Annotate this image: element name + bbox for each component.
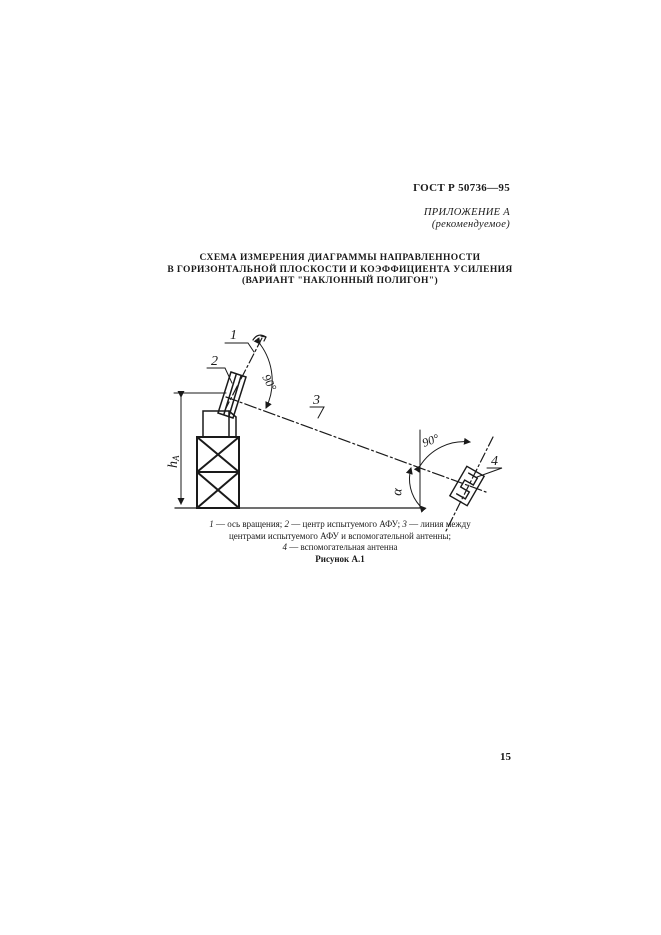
- figure-caption: [150, 519, 530, 565]
- leader-3: [310, 407, 324, 418]
- support-block: [203, 411, 236, 437]
- alpha-label: α: [390, 487, 406, 497]
- label-2: 2: [211, 354, 218, 369]
- caption-item-2-text: — центр испытуемого АФУ;: [289, 519, 403, 529]
- angle-label-right: 90°: [420, 430, 441, 450]
- tower: [197, 437, 239, 508]
- caption-item-2-number: 2: [284, 519, 290, 529]
- caption-item-1-text: — ось вращения;: [213, 519, 285, 529]
- caption-item-3-number: 3: [402, 519, 407, 529]
- appendix-title: ПРИЛОЖЕНИЕ А: [423, 207, 510, 218]
- caption-item-4-number: 4: [282, 542, 287, 552]
- caption-line-1: [150, 519, 530, 531]
- height-label: hА: [166, 455, 181, 468]
- leader-4: [477, 468, 502, 477]
- caption-item-1-number: 1: [209, 519, 214, 529]
- title-line-2: В ГОРИЗОНТАЛЬНОЙ ПЛОСКОСТИ И КОЭФФИЦИЕНТА УСИЛЕНИЯ: [167, 264, 513, 275]
- auxiliary-antenna: [450, 466, 484, 505]
- label-3: 3: [313, 393, 320, 408]
- document-code: ГОСТ Р 50736—95: [413, 182, 510, 194]
- appendix-note: (рекомендуемое): [431, 219, 510, 230]
- caption-line-3: [150, 542, 530, 554]
- title-line-1: СХЕМА ИЗМЕРЕНИЯ ДИАГРАММЫ НАПРАВЛЕННОСТИ: [199, 253, 481, 263]
- alpha-arc: [409, 468, 420, 506]
- leader-1: [225, 343, 254, 352]
- rotation-arrow: [253, 335, 266, 340]
- label-4: 4: [491, 454, 498, 469]
- caption-item-4-text: — вспомогательная антенна: [286, 542, 398, 552]
- figure-label: Рисунок А.1: [315, 553, 365, 564]
- title-line-3: (ВАРИАНТ "НАКЛОННЫЙ ПОЛИГОН"): [241, 276, 439, 286]
- caption-line-2: центрами испытуемого АФУ и вспомогательной антенны;: [228, 530, 452, 541]
- page-number: 15: [500, 751, 511, 763]
- caption-item-3-text: — линия между: [406, 519, 471, 529]
- angle-label-top: 90°: [259, 371, 280, 394]
- label-1: 1: [230, 328, 237, 343]
